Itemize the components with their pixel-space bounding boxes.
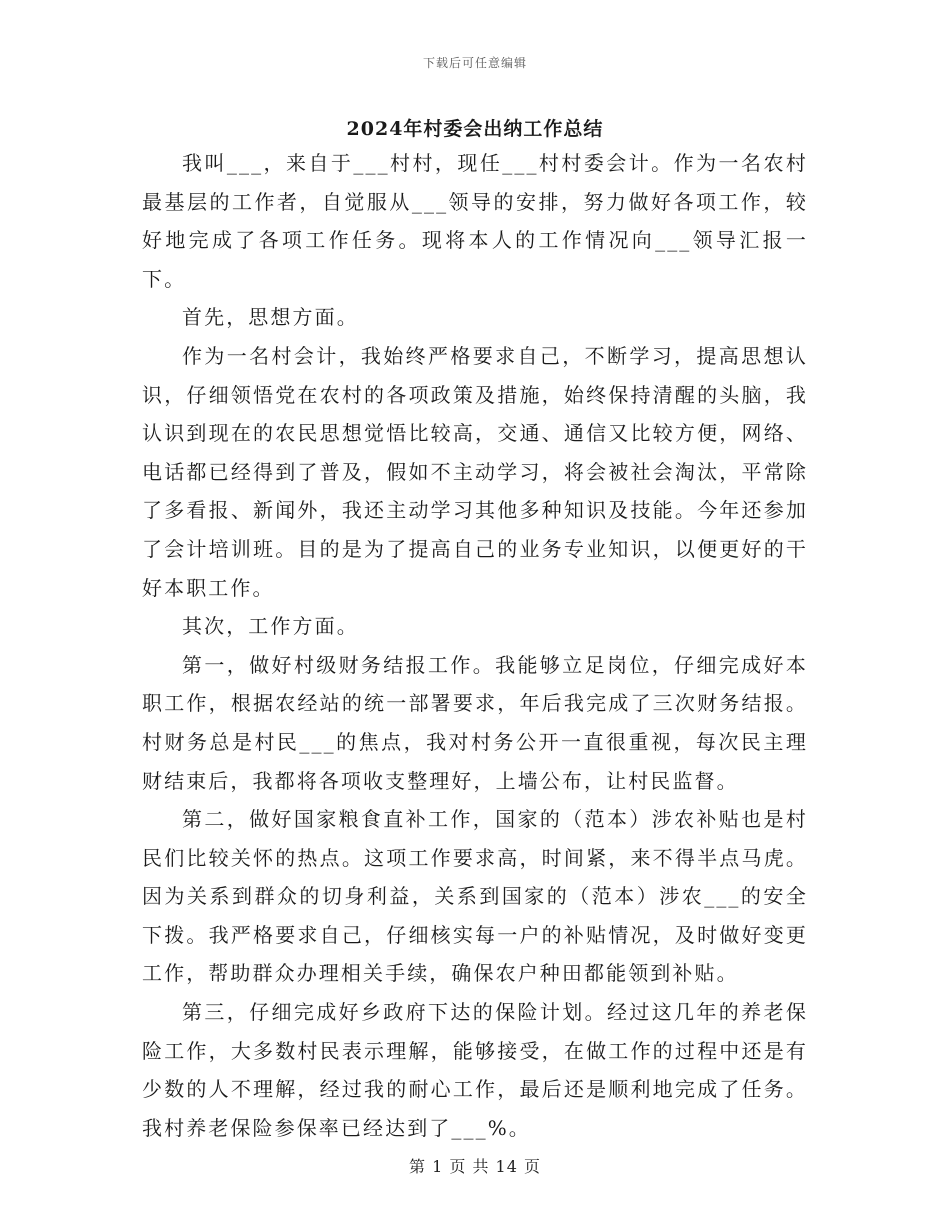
document-body (142, 144, 808, 1147)
paragraph-work-1: 第一，做好村级财务结报工作。我能够立足岗位，仔细完成好本职工作，根据农经站的统一部署要求，年后我完成了三次财务结报。村财务总是村民___的焦点，我对村务公开一直很重视，每次民主理财结束后，我都将各项收支整理好，上墙公布，让村民监督。 (142, 652, 808, 793)
paragraph-work-3: 第三，仔细完成好乡政府下达的保险计划。经过这几年的养老保险工作，大多数村民表示理解，能够接受，在做工作的过程中还是有少数的人不理解，经过我的耐心工作，最后还是顺利地完成了任务。我村养老保险参保率已经达到了___%。 (142, 1000, 808, 1140)
paragraph-work-2: 第二，做好国家粮食直补工作，国家的（范本）涉农补贴也是村民们比较关怀的热点。这项工作要求高，时间紧，来不得半点马虎。因为关系到群众的切身利益，关系到国家的（范本）涉农___的安全下拨。我严格要求自己，仔细核实每一户的补贴情况，及时做好变更工作，帮助群众办理相关手续，确保农户种田都能领到补贴。 (142, 807, 808, 986)
header-note: 下载后可任意编辑 (422, 56, 527, 70)
paragraph-intro: 我叫___，来自于___村村，现任___村村委会计。作为一名农村最基层的工作者，自觉服从___领导的安排，努力做好各项工作，较好地完成了各项工作任务。现将本人的工作情况向___领导汇报一下。 (142, 151, 808, 291)
document-title: 2024年村委会出纳工作总结 (346, 118, 604, 140)
paragraph-heading-thought: 首先，思想方面。 (182, 305, 359, 330)
paragraph-thought: 作为一名村会计，我始终严格要求自己，不断学习，提高思想认识，仔细领悟党在农村的各项政策及措施，始终保持清醒的头脑，我认识到现在的农民思想觉悟比较高，交通、通信又比较方便，网络、电话都已经得到了普及，假如不主动学习，将会被社会淘汰，平常除了多看报、新闻外，我还主动学习其他多种知识及技能。今年还参加了会计培训班。目的是为了提高自己的业务专业知识，以便更好的干好本职工作。 (142, 343, 808, 600)
paragraph-heading-work: 其次，工作方面。 (182, 614, 359, 639)
page-number: 第 1 页 共 14 页 (409, 1157, 541, 1176)
